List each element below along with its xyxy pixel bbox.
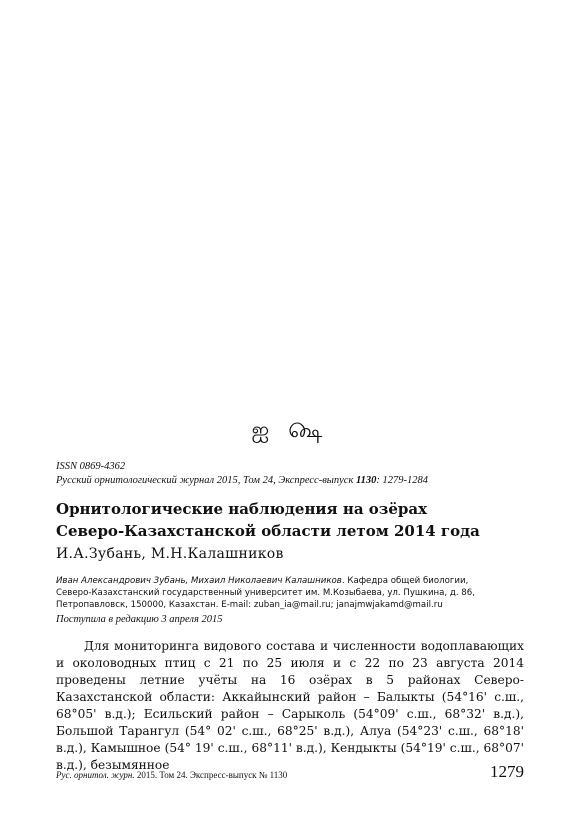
issue-number: 1130 [356, 475, 377, 486]
article-title [56, 498, 526, 542]
footer-issue: 2015. Том 24. Экспресс-выпуск № 1130 [134, 770, 288, 780]
title-line-1: Орнитологические наблюдения на озёрах [56, 500, 428, 518]
ornament-glyphs: ஐ ௸ [251, 418, 329, 443]
journal-citation [56, 475, 428, 486]
footer-citation [56, 770, 287, 780]
journal-name: Русский орнитологический журнал 2015, Том 24, Экспресс-выпуск [56, 475, 356, 486]
title-line-2: Северо-Казахстанской области летом 2014 года [56, 522, 480, 540]
author-full-names: Иван Александрович Зубань, Михаил Николаевич Калашников [56, 576, 342, 586]
affiliation-line-1 [56, 575, 526, 587]
affiliation-line-2: Северо-Казахстанский государственный университет им. М.Козыбаева, ул. Пушкина, д. 86, [56, 588, 475, 598]
affiliation-line-3: Петропавловск, 150000, Казахстан. E-mail: zuban_ia@mail.ru; janajmwjakamd@mail.ru [56, 600, 443, 610]
affiliation [56, 575, 526, 611]
body-paragraph: Для мониторинга видового состава и численности водоплавающих и околоводных птиц с 21 по 25 июля и с 22 по 23 августа 2014 проведены летние учёты на 16 озёрах в 5 районах Северо-Казахстанской области: Аккайынский район – Балыкты (54°16' с.ш., 68°05' в.д.); Есильский район – Сарыколь (54°09' с.ш., 68°32' в.д.), Большой Тарангул (54° 02' с.ш., 68°25' в.д.), Алуа (54°23' с.ш., 68°18' в.д.), Камышное (54° 19' с.ш., 68°11' в.д.), Кендыкты (54°19' с.ш., 68°07' в.д.), безымянное [56, 639, 524, 772]
issn: ISSN 0869-4362 [56, 461, 126, 472]
authors: И.А.Зубань, М.Н.Калашников [56, 546, 284, 562]
received-date: Поступила в редакцию 3 апреля 2015 [56, 614, 223, 625]
footer-journal-abbr: Рус. орнитол. журн. [56, 770, 135, 780]
page-range: : 1279-1284 [376, 475, 429, 486]
page-number: 1279 [490, 762, 524, 781]
department: . Кафедра общей биологии, [341, 576, 469, 586]
